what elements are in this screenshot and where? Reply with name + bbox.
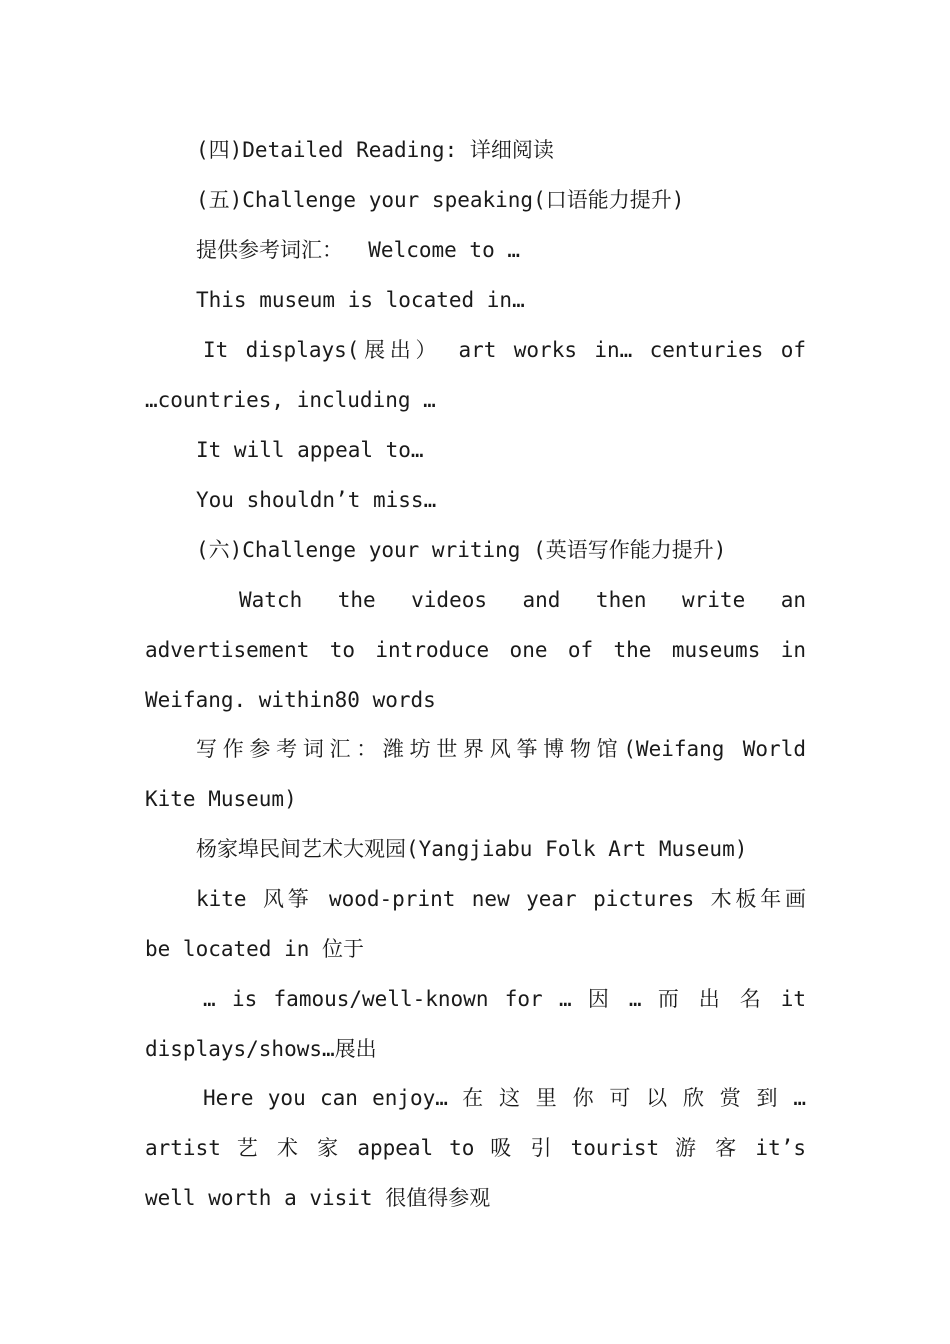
- speaking-vocab-line: This museum is located in…: [196, 288, 525, 312]
- writing-task-line: advertisement to introduce one of the museums in: [145, 638, 806, 662]
- speaking-vocab-line: It displays(展出） art works in… centuries of: [203, 338, 806, 362]
- section-heading-challenge-speaking: (五)Challenge your speaking(口语能力提升): [196, 188, 685, 212]
- section-heading-detailed-reading: (四)Detailed Reading: 详细阅读: [196, 138, 554, 162]
- writing-vocab-line: displays/shows…展出: [145, 1037, 377, 1061]
- writing-vocab-line: well worth a visit 很值得参观: [145, 1186, 491, 1210]
- writing-vocab-line: Kite Museum): [145, 787, 297, 811]
- speaking-vocab-line: …countries, including …: [145, 388, 436, 412]
- writing-vocab-line: Here you can enjoy… 在 这 里 你 可 以 欣 赏 到 …: [203, 1086, 806, 1110]
- speaking-vocab-line: It will appeal to…: [196, 438, 424, 462]
- writing-vocab-line: 杨家埠民间艺术大观园(Yangjiabu Folk Art Museum): [196, 837, 748, 861]
- section-heading-challenge-writing: (六)Challenge your writing (英语写作能力提升): [196, 538, 727, 562]
- writing-vocab-line: kite 风筝 wood-print new year pictures 木板年画: [196, 887, 806, 911]
- speaking-vocab-line: 提供参考词汇： Welcome to …: [196, 238, 521, 262]
- writing-vocab-line: … is famous/well-known for … 因 … 而 出 名 it: [203, 987, 806, 1011]
- writing-task-line: Weifang. within80 words: [145, 688, 436, 712]
- writing-vocab-line: 写作参考词汇：潍坊世界风筝博物馆(Weifang World: [196, 737, 806, 761]
- writing-vocab-line: artist 艺 术 家 appeal to 吸 引 tourist 游 客 it’s: [145, 1136, 806, 1160]
- writing-vocab-line: be located in 位于: [145, 937, 365, 961]
- writing-task-line: Watch the videos and then write an: [239, 588, 806, 612]
- speaking-vocab-line: You shouldn’t miss…: [196, 488, 437, 512]
